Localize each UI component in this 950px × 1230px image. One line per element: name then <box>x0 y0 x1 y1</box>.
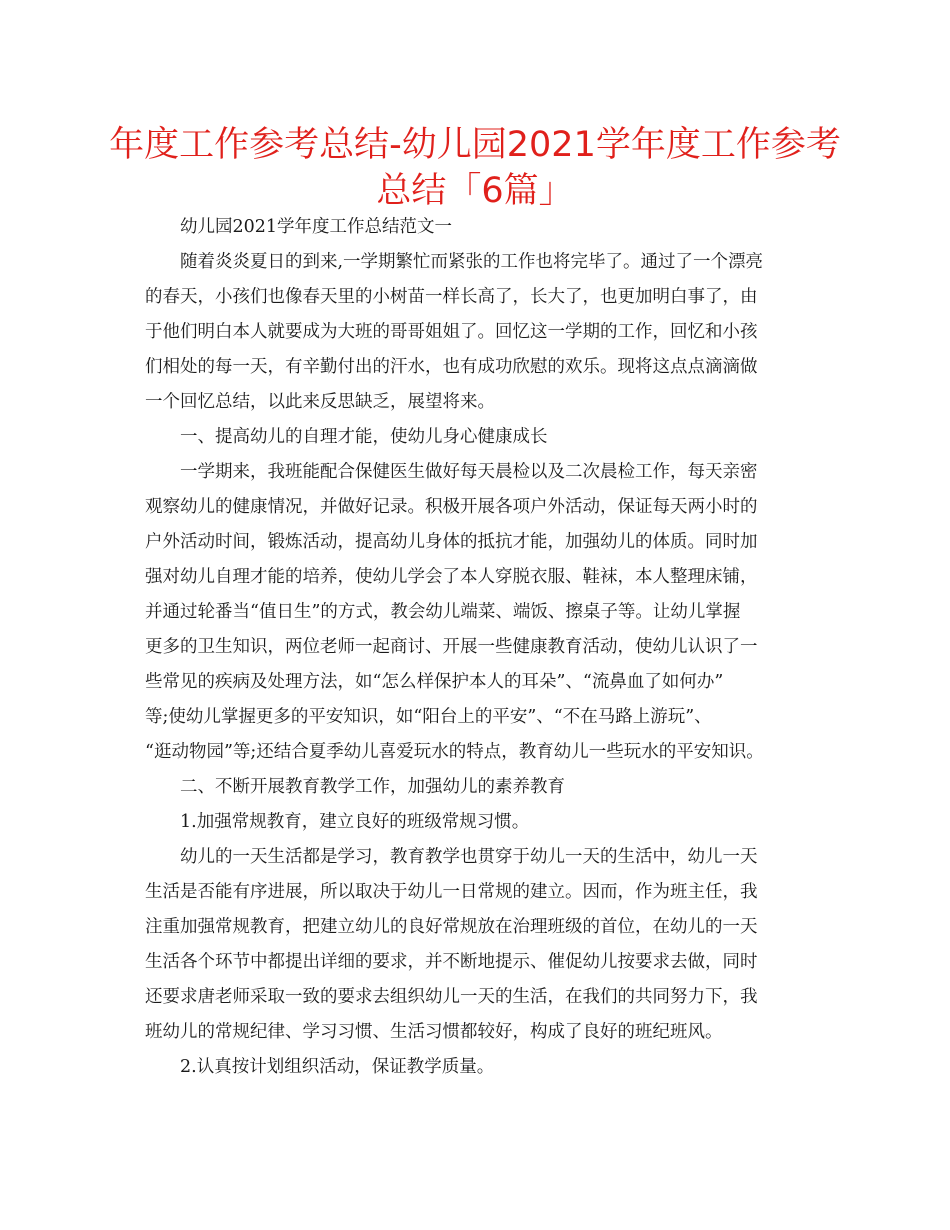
section-heading-1: 一、提高幼儿的自理才能，使幼儿身心健康成长 <box>180 427 548 447</box>
paragraph-line: 注重加强常规教育，把建立幼儿的良好常规放在治理班级的首位，在幼儿的一天 <box>145 917 758 937</box>
subsection-heading-2-1: 1.加强常规教育，建立良好的班级常规习惯。 <box>180 812 530 832</box>
paragraph-line: “逛动物园”等;还结合夏季幼儿喜爱玩水的特点，教育幼儿一些玩水的平安知识。 <box>145 742 764 762</box>
paragraph-line: 更多的卫生知识，两位老师一起商讨、开展一些健康教育活动，使幼儿认识了一 <box>145 637 758 657</box>
paragraph-line: 的春天，小孩们也像春天里的小树苗一样长高了，长大了，也更加明白事了，由 <box>145 287 758 307</box>
paragraph-line: 强对幼儿自理才能的培养，使幼儿学会了本人穿脱衣服、鞋袜，本人整理床铺， <box>145 567 758 587</box>
document-body <box>145 210 825 1085</box>
paragraph-line: 班幼儿的常规纪律、学习习惯、生活习惯都较好，构成了良好的班纪班风。 <box>145 1022 723 1042</box>
paragraph-line: 等;使幼儿掌握更多的平安知识，如“阳台上的平安”、“不在马路上游玩”、 <box>145 707 712 727</box>
subsection-heading-2-2: 2.认真按计划组织活动，保证教学质量。 <box>180 1057 495 1077</box>
paragraph-line: 户外活动时间，锻炼活动，提高幼儿身体的抵抗才能，加强幼儿的体质。同时加 <box>145 532 758 552</box>
paragraph-line: 们相处的每一天，有辛勤付出的汗水，也有成功欣慰的欢乐。现将这点点滴滴做 <box>145 357 758 377</box>
paragraph-line: 些常见的疾病及处理方法，如“怎么样保护本人的耳朵”、“流鼻血了如何办” <box>145 672 724 692</box>
paragraph-line: 幼儿的一天生活都是学习，教育教学也贯穿于幼儿一天的生活中，幼儿一天 <box>180 847 758 867</box>
document-title-line-1: 年度工作参考总结-幼儿园2021学年度工作参考 <box>109 125 841 165</box>
paragraph-line: 一个回忆总结，以此来反思缺乏，展望将来。 <box>145 392 495 412</box>
paragraph-line: 生活各个环节中都提出详细的要求，并不断地提示、催促幼儿按要求去做，同时 <box>145 952 758 972</box>
paragraph-line: 于他们明白本人就要成为大班的哥哥姐姐了。回忆这一学期的工作，回忆和小孩 <box>145 322 758 342</box>
paragraph-line: 随着炎炎夏日的到来,一学期繁忙而紧张的工作也将完毕了。通过了一个漂亮 <box>180 252 764 272</box>
paragraph-line: 一学期来，我班能配合保健医生做好每天晨检以及二次晨检工作，每天亲密 <box>180 462 758 482</box>
paragraph-line: 并通过轮番当“值日生”的方式，教会幼儿端菜、端饭、擦桌子等。让幼儿掌握 <box>145 602 741 622</box>
paragraph-line: 还要求唐老师采取一致的要求去组织幼儿一天的生活，在我们的共同努力下，我 <box>145 987 758 1007</box>
paragraph-line: 观察幼儿的健康情况，并做好记录。积极开展各项户外活动，保证每天两小时的 <box>145 497 758 517</box>
section-heading-example-one: 幼儿园2021学年度工作总结范文一 <box>180 217 453 237</box>
section-heading-2: 二、不断开展教育教学工作，加强幼儿的素养教育 <box>180 777 565 797</box>
paragraph-line: 生活是否能有序进展，所以取决于幼儿一日常规的建立。因而，作为班主任，我 <box>145 882 758 902</box>
document-title-line-2: 总结「6篇」 <box>376 171 574 211</box>
